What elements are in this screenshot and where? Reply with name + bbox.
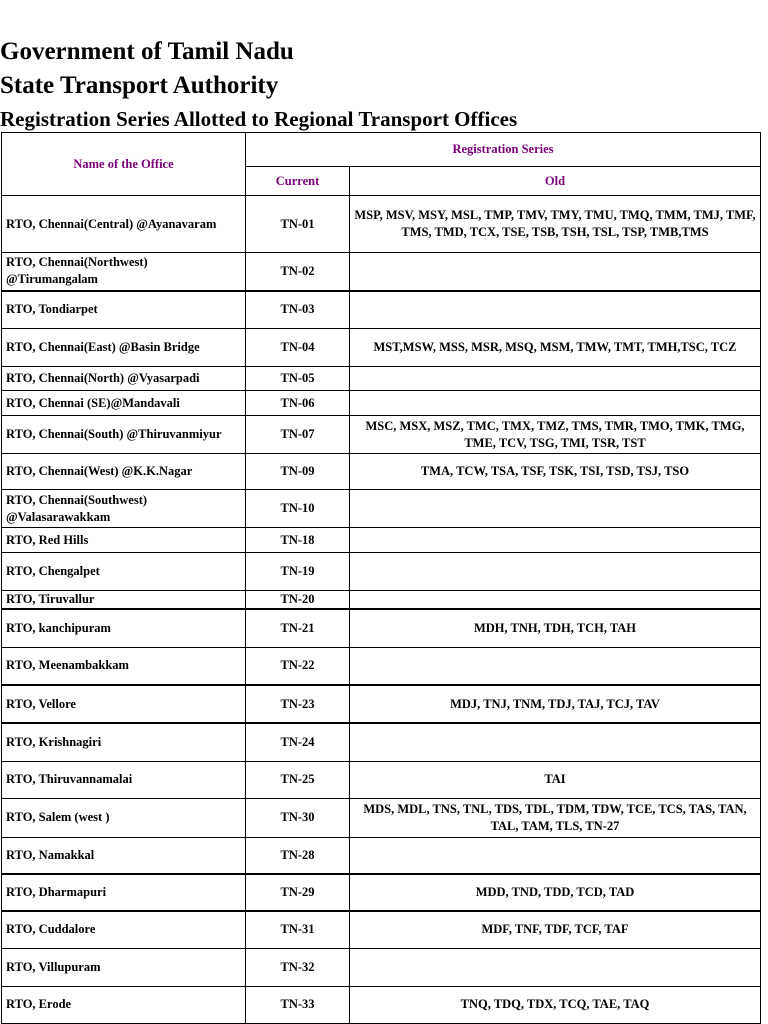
table-row xyxy=(2,609,761,647)
old-series-cell: TNQ, TDQ, TDX, TCQ, TAE, TAQ xyxy=(350,986,761,1023)
old-series-cell xyxy=(350,253,761,291)
table-row xyxy=(2,723,761,761)
office-name-cell: RTO, Chennai(South) @Thiruvanmiyur xyxy=(2,416,246,454)
office-name-cell: RTO, Tondiarpet xyxy=(2,291,246,329)
table-row xyxy=(2,454,761,490)
old-series-cell xyxy=(350,367,761,391)
table-row xyxy=(2,837,761,874)
table-row xyxy=(2,329,761,367)
current-series-cell: TN-06 xyxy=(246,391,350,416)
current-series-cell: TN-30 xyxy=(246,798,350,837)
office-name-cell: RTO, Red Hills xyxy=(2,528,246,553)
current-series-cell: TN-07 xyxy=(246,416,350,454)
current-series-cell: TN-33 xyxy=(246,986,350,1023)
title-authority: State Transport Authority xyxy=(0,72,279,99)
office-name-cell: RTO, kanchipuram xyxy=(2,609,246,647)
table-row xyxy=(2,391,761,416)
old-series-cell xyxy=(350,591,761,610)
office-name-cell: RTO, Villupuram xyxy=(2,948,246,986)
old-series-cell xyxy=(350,291,761,329)
header-old: Old xyxy=(350,167,761,196)
office-name-cell: RTO, Chengalpet xyxy=(2,553,246,591)
current-series-cell: TN-02 xyxy=(246,253,350,291)
old-series-cell xyxy=(350,948,761,986)
current-series-cell: TN-18 xyxy=(246,528,350,553)
old-series-cell xyxy=(350,528,761,553)
table-row xyxy=(2,986,761,1023)
current-series-cell: TN-21 xyxy=(246,609,350,647)
old-series-cell xyxy=(350,391,761,416)
office-name-cell: RTO, Chennai(Northwest) @Tirumangalam xyxy=(2,253,246,291)
header-registration-series: Registration Series xyxy=(246,133,761,167)
table-row xyxy=(2,528,761,553)
table-row xyxy=(2,874,761,911)
current-series-cell: TN-09 xyxy=(246,454,350,490)
old-series-cell: MST,MSW, MSS, MSR, MSQ, MSM, TMW, TMT, TMH,TSC, TCZ xyxy=(350,329,761,367)
old-series-cell: TAI xyxy=(350,761,761,798)
current-series-cell: TN-28 xyxy=(246,837,350,874)
registration-series-table xyxy=(1,132,761,1024)
old-series-cell: MDF, TNF, TDF, TCF, TAF xyxy=(350,911,761,948)
old-series-cell xyxy=(350,553,761,591)
current-series-cell: TN-05 xyxy=(246,367,350,391)
current-series-cell: TN-32 xyxy=(246,948,350,986)
current-series-cell: TN-03 xyxy=(246,291,350,329)
office-name-cell: RTO, Chennai(Central) @Ayanavaram xyxy=(2,196,246,253)
table-row xyxy=(2,685,761,723)
office-name-cell: RTO, Salem (west ) xyxy=(2,798,246,837)
table-row xyxy=(2,798,761,837)
table-row xyxy=(2,911,761,948)
old-series-cell xyxy=(350,837,761,874)
table-row xyxy=(2,196,761,253)
office-name-cell: RTO, Erode xyxy=(2,986,246,1023)
office-name-cell: RTO, Namakkal xyxy=(2,837,246,874)
office-name-cell: RTO, Meenambakkam xyxy=(2,647,246,685)
table-row xyxy=(2,761,761,798)
office-name-cell: RTO, Vellore xyxy=(2,685,246,723)
office-name-cell: RTO, Chennai(Southwest) @Valasarawakkam xyxy=(2,490,246,528)
current-series-cell: TN-29 xyxy=(246,874,350,911)
old-series-cell: MSP, MSV, MSY, MSL, TMP, TMV, TMY, TMU, TMQ, TMM, TMJ, TMF, TMS, TMD, TCX, TSE, TSB, TSH, TSL, TSP, TMB,TMS xyxy=(350,196,761,253)
current-series-cell: TN-10 xyxy=(246,490,350,528)
office-name-cell: RTO, Chennai (SE)@Mandavali xyxy=(2,391,246,416)
old-series-cell: MSC, MSX, MSZ, TMC, TMX, TMZ, TMS, TMR, TMO, TMK, TMG, TME, TCV, TSG, TMI, TSR, TST xyxy=(350,416,761,454)
old-series-cell: TMA, TCW, TSA, TSF, TSK, TSI, TSD, TSJ, TSO xyxy=(350,454,761,490)
table-row xyxy=(2,553,761,591)
table-row xyxy=(2,490,761,528)
current-series-cell: TN-24 xyxy=(246,723,350,761)
title-registration-series: Registration Series Allotted to Regional Transport Offices xyxy=(0,107,518,131)
table-row xyxy=(2,416,761,454)
old-series-cell xyxy=(350,723,761,761)
old-series-cell: MDD, TND, TDD, TCD, TAD xyxy=(350,874,761,911)
current-series-cell: TN-20 xyxy=(246,591,350,610)
current-series-cell: TN-31 xyxy=(246,911,350,948)
office-name-cell: RTO, Krishnagiri xyxy=(2,723,246,761)
office-name-cell: RTO, Chennai(West) @K.K.Nagar xyxy=(2,454,246,490)
table-row xyxy=(2,291,761,329)
old-series-cell: MDH, TNH, TDH, TCH, TAH xyxy=(350,609,761,647)
current-series-cell: TN-01 xyxy=(246,196,350,253)
office-name-cell: RTO, Cuddalore xyxy=(2,911,246,948)
header-office-name: Name of the Office xyxy=(2,133,246,196)
table-row xyxy=(2,591,761,610)
table-row xyxy=(2,367,761,391)
current-series-cell: TN-19 xyxy=(246,553,350,591)
current-series-cell: TN-25 xyxy=(246,761,350,798)
table-row xyxy=(2,253,761,291)
table-body xyxy=(2,196,761,1024)
office-name-cell: RTO, Dharmapuri xyxy=(2,874,246,911)
old-series-cell: MDJ, TNJ, TNM, TDJ, TAJ, TCJ, TAV xyxy=(350,685,761,723)
current-series-cell: TN-04 xyxy=(246,329,350,367)
office-name-cell: RTO, Chennai(East) @Basin Bridge xyxy=(2,329,246,367)
old-series-cell xyxy=(350,647,761,685)
title-government: Government of Tamil Nadu xyxy=(0,38,294,65)
header-current: Current xyxy=(246,167,350,196)
table-row xyxy=(2,948,761,986)
old-series-cell xyxy=(350,490,761,528)
current-series-cell: TN-23 xyxy=(246,685,350,723)
office-name-cell: RTO, Chennai(North) @Vyasarpadi xyxy=(2,367,246,391)
office-name-cell: RTO, Tiruvallur xyxy=(2,591,246,610)
office-name-cell: RTO, Thiruvannamalai xyxy=(2,761,246,798)
old-series-cell: MDS, MDL, TNS, TNL, TDS, TDL, TDM, TDW, TCE, TCS, TAS, TAN, TAL, TAM, TLS, TN-27 xyxy=(350,798,761,837)
table-row xyxy=(2,647,761,685)
current-series-cell: TN-22 xyxy=(246,647,350,685)
